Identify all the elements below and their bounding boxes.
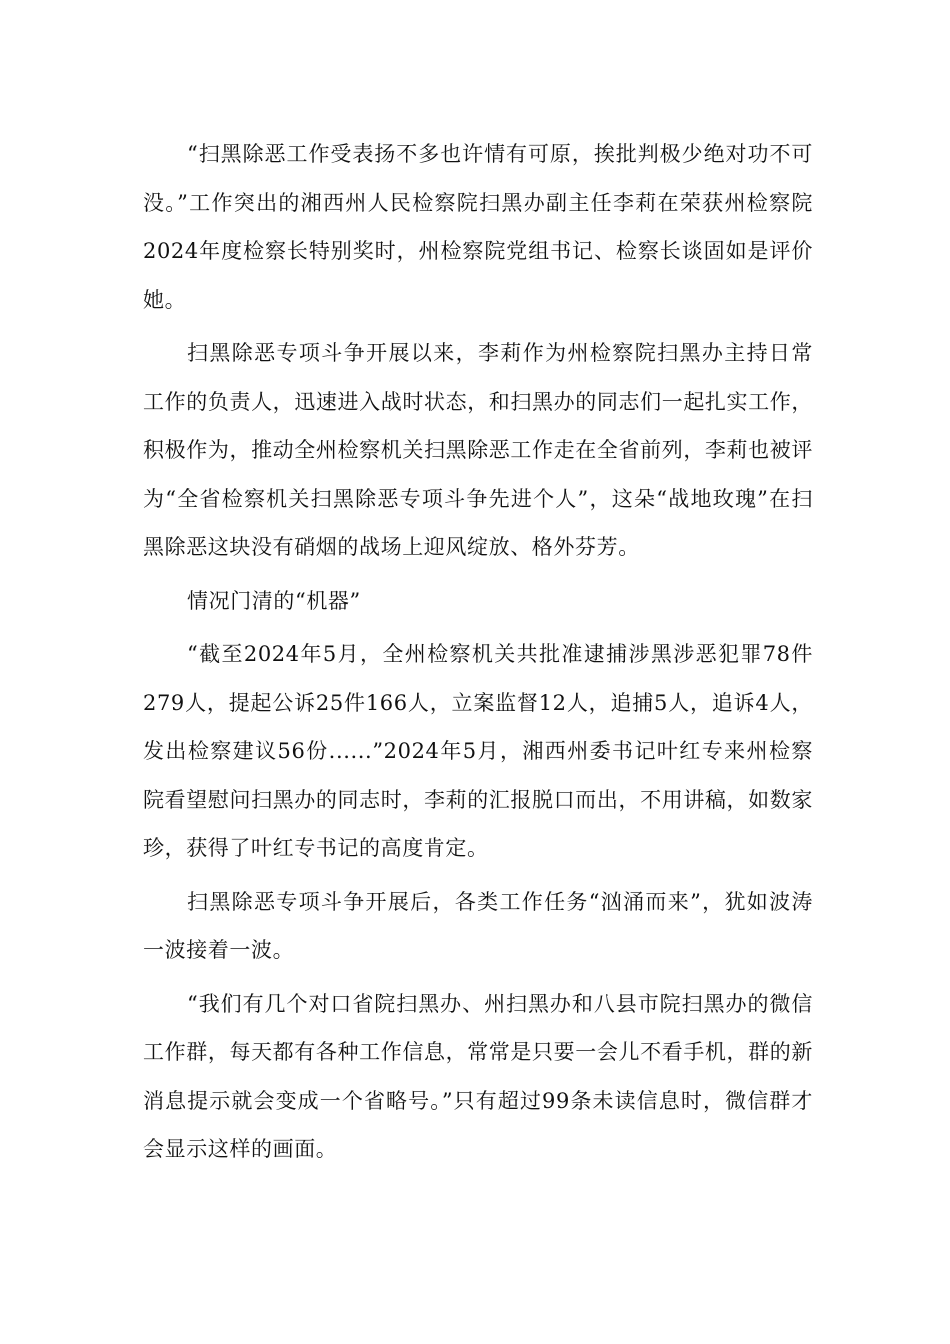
paragraph-wechat-groups: “我们有几个对口省院扫黑办、州扫黑办和八县市院扫黑办的微信工作群，每天都有各种工作信息，常常是只要一会儿不看手机，群的新消息提示就会变成一个省略号。”只有超过99条未读信息时，微信群才会显示这样的画面。: [143, 991, 813, 1161]
paragraph-intro-quote: “扫黑除恶工作受表扬不多也许情有可原，挨批判极少绝对功不可没。”工作突出的湘西州人民检察院扫黑办副主任李莉在荣获州检察院2024年度检察长特别奖时，州检察院党组书记、检察长谈固如是评价她。: [143, 142, 813, 312]
paragraph-statistics: “截至2024年5月，全州检察机关共批准逮捕涉黑涉恶犯罪78件279人，提起公诉25件166人，立案监督12人，追捕5人，追诉4人，发出检察建议56份......”2024年5月，湘西州委书记叶红专来州检察院看望慰问扫黑办的同志时，李莉的汇报脱口而出，不用讲稿，如数家珍，获得了叶红专书记的高度肯定。: [143, 642, 813, 860]
document-body: [143, 130, 813, 1179]
section-heading: 情况门清的“机器”: [187, 588, 361, 613]
paragraph-workload: 扫黑除恶专项斗争开展后，各类工作任务“汹涌而来”，犹如波涛一波接着一波。: [143, 889, 813, 962]
paragraph-campaign-overview: 扫黑除恶专项斗争开展以来，李莉作为州检察院扫黑办主持日常工作的负责人，迅速进入战时状态，和扫黑办的同志们一起扎实工作，积极作为，推动全州检察机关扫黑除恶工作走在全省前列，李莉也被评为“全省检察机关扫黑除恶专项斗争先进个人”，这朵“战地玫瑰”在扫黑除恶这块没有硝烟的战场上迎风绽放、格外芬芳。: [143, 341, 813, 559]
